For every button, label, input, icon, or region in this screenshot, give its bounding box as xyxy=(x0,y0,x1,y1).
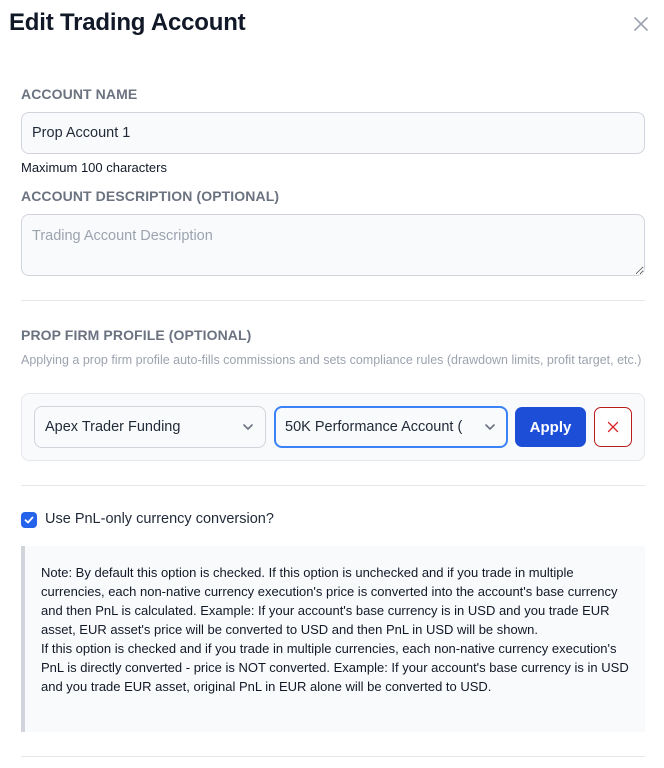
close-icon xyxy=(606,420,620,434)
account-description-textarea[interactable] xyxy=(21,214,645,276)
close-icon xyxy=(632,15,650,33)
pnl-conversion-note xyxy=(21,546,645,732)
account-name-input[interactable] xyxy=(21,112,645,154)
dialog-title: Edit Trading Account xyxy=(9,9,246,36)
pnl-conversion-label[interactable]: Use PnL-only currency conversion? xyxy=(45,511,274,527)
prop-firm-select-value: Apex Trader Funding xyxy=(45,419,181,435)
prop-firm-profile-helper: Applying a prop firm profile auto-fills commissions and sets compliance rules (drawdown limits, profit target, etc.) xyxy=(21,353,642,367)
account-name-label: ACCOUNT NAME xyxy=(21,86,138,102)
divider xyxy=(21,756,645,757)
account-plan-select-value: 50K Performance Account ( xyxy=(285,419,463,435)
pnl-conversion-checkbox[interactable] xyxy=(21,512,37,528)
chevron-down-icon xyxy=(483,420,497,434)
close-button[interactable] xyxy=(632,15,650,33)
remove-profile-button[interactable] xyxy=(594,407,632,447)
divider xyxy=(21,300,645,301)
account-description-label: ACCOUNT DESCRIPTION (OPTIONAL) xyxy=(21,188,280,204)
account-plan-select[interactable] xyxy=(274,406,508,448)
divider xyxy=(21,485,645,486)
note-paragraph: If this option is checked and if you trade in multiple currencies, each non-native currency execution's PnL is directly converted - price is NOT converted. Example: If your account's base currency is in USD and you trade EUR asset, original PnL in EUR alone will be converted to USD. xyxy=(41,641,629,694)
checkmark-icon xyxy=(23,514,35,526)
account-name-hint: Maximum 100 characters xyxy=(21,160,167,175)
prop-firm-profile-label: PROP FIRM PROFILE (OPTIONAL) xyxy=(21,327,252,343)
note-paragraph: Note: By default this option is checked. If this option is unchecked and if you trade in multiple currencies, each non-native currency execution's price is converted into the account's base currency and then PnL is calculated. Example: If your account's base currency is in USD and you trade EUR asset, EUR asset's price will be converted to USD and then PnL in USD will be shown. xyxy=(41,565,618,637)
apply-button[interactable]: Apply xyxy=(515,407,586,447)
prop-firm-select[interactable] xyxy=(34,406,266,448)
chevron-down-icon xyxy=(241,420,255,434)
